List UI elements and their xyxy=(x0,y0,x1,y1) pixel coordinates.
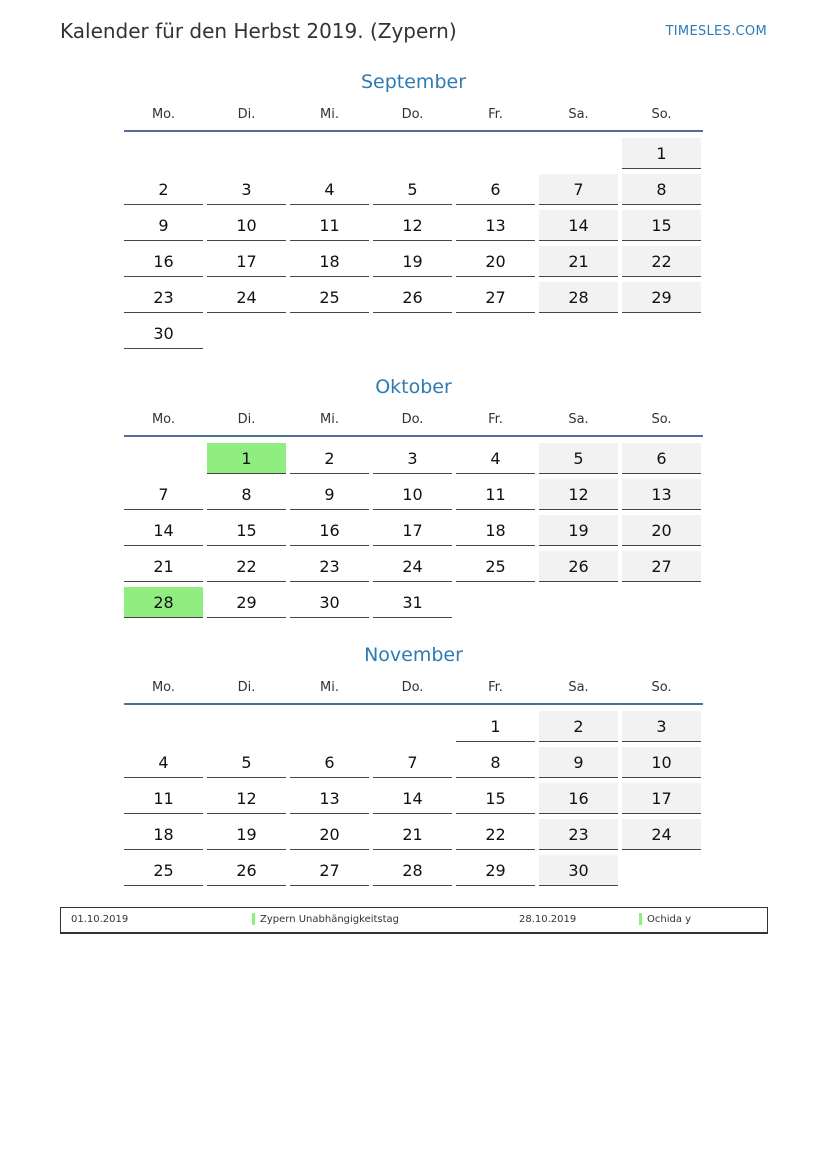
day-cell: 14 xyxy=(373,783,452,814)
day-cell: 25 xyxy=(124,855,203,886)
weekday-label: Fr. xyxy=(488,412,503,427)
weekday-label: Fr. xyxy=(488,107,503,122)
day-cell: 25 xyxy=(290,282,369,313)
day-cell: 10 xyxy=(207,210,286,241)
day-cell: 2 xyxy=(539,711,618,742)
weekday-label: Do. xyxy=(401,680,424,695)
day-cell: 9 xyxy=(290,479,369,510)
day-cell: 24 xyxy=(622,819,701,850)
brand-link[interactable]: TIMESLES.COM xyxy=(665,24,767,39)
day-cell: 8 xyxy=(207,479,286,510)
day-cell: 18 xyxy=(290,246,369,277)
day-cell: 12 xyxy=(207,783,286,814)
day-cell: 30 xyxy=(124,318,203,349)
day-cell: 13 xyxy=(456,210,535,241)
day-cell: 16 xyxy=(539,783,618,814)
weekday-label: So. xyxy=(651,107,672,122)
day-cell: 5 xyxy=(207,747,286,778)
month-title: Oktober xyxy=(375,376,452,398)
day-cell: 2 xyxy=(124,174,203,205)
month-title: November xyxy=(364,644,463,666)
day-cell: 7 xyxy=(124,479,203,510)
legend-date: 28.10.2019 xyxy=(519,914,577,925)
day-cell: 20 xyxy=(456,246,535,277)
holiday-day-cell: 1 xyxy=(207,443,286,474)
weekday-label: Fr. xyxy=(488,680,503,695)
day-cell: 30 xyxy=(539,855,618,886)
empty-cell xyxy=(290,138,369,169)
empty-cell xyxy=(539,138,618,169)
holiday-day-cell: 28 xyxy=(124,587,203,618)
weekday-label: Mi. xyxy=(320,412,339,427)
day-cell: 15 xyxy=(622,210,701,241)
month-september xyxy=(124,68,703,349)
weekday-header xyxy=(124,409,703,437)
day-cell: 20 xyxy=(622,515,701,546)
holiday-legend xyxy=(60,907,768,934)
day-cell: 18 xyxy=(456,515,535,546)
day-cell: 4 xyxy=(456,443,535,474)
weekday-label: Di. xyxy=(237,680,256,695)
weekday-label: Mi. xyxy=(320,107,339,122)
weekday-label: Di. xyxy=(237,107,256,122)
day-cell: 19 xyxy=(539,515,618,546)
empty-cell xyxy=(373,138,452,169)
day-cell: 30 xyxy=(290,587,369,618)
day-cell: 26 xyxy=(373,282,452,313)
day-cell: 24 xyxy=(373,551,452,582)
weekday-label: Mi. xyxy=(320,680,339,695)
day-cell: 7 xyxy=(539,174,618,205)
day-cell: 23 xyxy=(539,819,618,850)
day-cell: 11 xyxy=(456,479,535,510)
day-cell: 11 xyxy=(124,783,203,814)
day-cell: 24 xyxy=(207,282,286,313)
day-cell: 3 xyxy=(622,711,701,742)
day-cell: 31 xyxy=(373,587,452,618)
weekday-label: Do. xyxy=(401,107,424,122)
day-cell: 3 xyxy=(373,443,452,474)
day-cell: 16 xyxy=(290,515,369,546)
day-cell: 6 xyxy=(290,747,369,778)
legend-holiday-name: Ochida y xyxy=(647,914,692,925)
weekday-label: So. xyxy=(651,680,672,695)
day-cell: 13 xyxy=(290,783,369,814)
day-cell: 9 xyxy=(539,747,618,778)
day-cell: 28 xyxy=(539,282,618,313)
day-cell: 22 xyxy=(622,246,701,277)
day-cell: 6 xyxy=(622,443,701,474)
empty-cell xyxy=(290,711,369,742)
month-november xyxy=(124,641,703,886)
weekday-label: Sa. xyxy=(568,680,589,695)
weekday-header xyxy=(124,677,703,705)
day-cell: 1 xyxy=(622,138,701,169)
legend-color-marker xyxy=(639,913,642,925)
weekday-label: Mo. xyxy=(151,412,176,427)
month-oktober xyxy=(124,373,703,618)
day-cell: 20 xyxy=(290,819,369,850)
day-cell: 22 xyxy=(207,551,286,582)
day-cell: 21 xyxy=(539,246,618,277)
day-cell: 21 xyxy=(373,819,452,850)
day-cell: 8 xyxy=(622,174,701,205)
day-cell: 7 xyxy=(373,747,452,778)
day-cell: 19 xyxy=(373,246,452,277)
day-cell: 10 xyxy=(373,479,452,510)
day-cell: 11 xyxy=(290,210,369,241)
legend-holiday-name: Zypern Unabhängigkeitstag xyxy=(260,914,400,925)
empty-cell xyxy=(207,711,286,742)
day-cell: 14 xyxy=(539,210,618,241)
day-cell: 8 xyxy=(456,747,535,778)
day-cell: 12 xyxy=(373,210,452,241)
empty-cell xyxy=(456,138,535,169)
day-cell: 14 xyxy=(124,515,203,546)
weekday-label: Sa. xyxy=(568,107,589,122)
day-cell: 1 xyxy=(456,711,535,742)
day-cell: 29 xyxy=(622,282,701,313)
days-grid xyxy=(124,711,703,886)
weekday-label: Mo. xyxy=(151,107,176,122)
day-cell: 26 xyxy=(207,855,286,886)
day-cell: 28 xyxy=(373,855,452,886)
legend-date: 01.10.2019 xyxy=(71,914,129,925)
days-grid xyxy=(124,443,703,618)
weekday-label: Sa. xyxy=(568,412,589,427)
day-cell: 27 xyxy=(290,855,369,886)
weekday-header xyxy=(124,104,703,132)
day-cell: 5 xyxy=(539,443,618,474)
day-cell: 10 xyxy=(622,747,701,778)
day-cell: 29 xyxy=(207,587,286,618)
day-cell: 3 xyxy=(207,174,286,205)
day-cell: 4 xyxy=(124,747,203,778)
day-cell: 9 xyxy=(124,210,203,241)
month-title: September xyxy=(360,71,467,93)
page-title: Kalender für den Herbst 2019. (Zypern) xyxy=(60,19,457,43)
days-grid xyxy=(124,138,703,349)
day-cell: 15 xyxy=(207,515,286,546)
day-cell: 13 xyxy=(622,479,701,510)
day-cell: 5 xyxy=(373,174,452,205)
empty-cell xyxy=(373,711,452,742)
day-cell: 12 xyxy=(539,479,618,510)
day-cell: 2 xyxy=(290,443,369,474)
day-cell: 17 xyxy=(373,515,452,546)
empty-cell xyxy=(124,138,203,169)
empty-cell xyxy=(124,443,203,474)
day-cell: 18 xyxy=(124,819,203,850)
weekday-label: Mo. xyxy=(151,680,176,695)
day-cell: 25 xyxy=(456,551,535,582)
day-cell: 22 xyxy=(456,819,535,850)
weekday-label: So. xyxy=(651,412,672,427)
day-cell: 17 xyxy=(207,246,286,277)
day-cell: 27 xyxy=(622,551,701,582)
empty-cell xyxy=(207,138,286,169)
day-cell: 15 xyxy=(456,783,535,814)
weekday-label: Do. xyxy=(401,412,424,427)
day-cell: 26 xyxy=(539,551,618,582)
day-cell: 29 xyxy=(456,855,535,886)
day-cell: 4 xyxy=(290,174,369,205)
weekday-label: Di. xyxy=(237,412,256,427)
day-cell: 16 xyxy=(124,246,203,277)
day-cell: 17 xyxy=(622,783,701,814)
empty-cell xyxy=(124,711,203,742)
day-cell: 27 xyxy=(456,282,535,313)
day-cell: 21 xyxy=(124,551,203,582)
day-cell: 23 xyxy=(290,551,369,582)
legend-color-marker xyxy=(252,913,255,925)
day-cell: 19 xyxy=(207,819,286,850)
day-cell: 6 xyxy=(456,174,535,205)
day-cell: 23 xyxy=(124,282,203,313)
